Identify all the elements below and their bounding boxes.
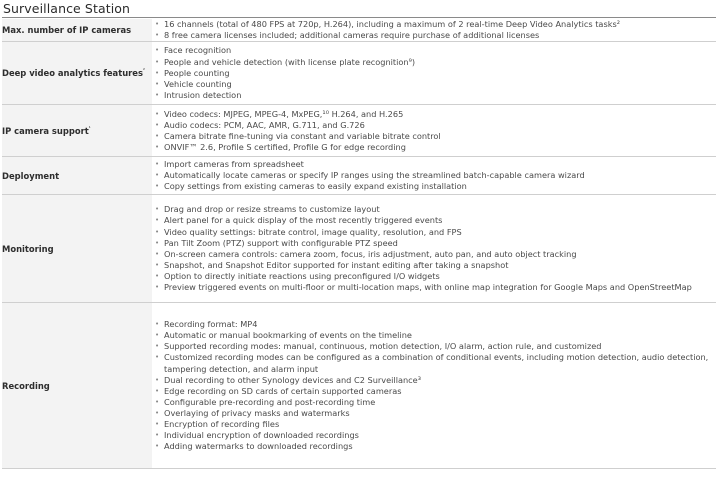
spec-item: • 8 free camera licenses included; additional cameras require purchase of additional licenses — [152, 30, 716, 41]
spec-item: • On-screen camera controls: camera zoom, focus, iris adjustment, auto pan, and auto object tracking — [152, 249, 716, 260]
spec-label — [2, 42, 152, 105]
spec-content — [152, 303, 716, 469]
spec-content — [152, 195, 716, 303]
spec-item: • Option to directly initiate reactions using preconfigured I/O widgets — [152, 271, 716, 282]
spec-row-deep-video-analytics — [2, 42, 716, 105]
spec-item: • Adding watermarks to downloaded recordings — [152, 441, 716, 452]
spec-item: • People and vehicle detection (with license plate recognition⁹) — [152, 57, 716, 68]
spec-content — [152, 105, 716, 157]
spec-row-ip-camera-support — [2, 105, 716, 157]
spec-row-monitoring — [2, 195, 716, 303]
spec-item: • Automatically locate cameras or specify IP ranges using the streamlined batch-capable camera wizard — [152, 170, 716, 181]
spec-label-text: Monitoring — [2, 243, 54, 254]
spec-label-text: Deployment — [2, 170, 60, 181]
spec-item: • Dual recording to other Synology devices and C2 Surveillance³ — [152, 375, 716, 386]
spec-table — [2, 19, 716, 469]
spec-row-recording — [2, 303, 716, 469]
spec-item: • Pan Tilt Zoom (PTZ) support with configurable PTZ speed — [152, 238, 716, 249]
spec-list — [152, 45, 716, 100]
spec-item: • Camera bitrate fine-tuning via constant and variable bitrate control — [152, 131, 716, 142]
spec-item: • People counting — [152, 68, 716, 79]
spec-label — [2, 105, 152, 157]
spec-item: • Import cameras from spreadsheet — [152, 159, 716, 170]
spec-item: • Video quality settings: bitrate control, image quality, resolution, and FPS — [152, 227, 716, 238]
page-title: Surveillance Station — [3, 1, 131, 16]
spec-item: • ONVIF™ 2.6, Profile S certified, Profile G for edge recording — [152, 142, 716, 153]
spec-item: • Recording format: MP4 — [152, 319, 716, 330]
spec-item: • Supported recording modes: manual, continuous, motion detection, I/O alarm, action rule, and customized — [152, 341, 716, 352]
spec-content — [152, 157, 716, 195]
spec-item: • Alert panel for a quick display of the most recently triggered events — [152, 215, 716, 226]
spec-list — [152, 19, 716, 41]
spec-item: • Vehicle counting — [152, 79, 716, 90]
footnote-marker: ² — [142, 68, 145, 75]
spec-content — [152, 42, 716, 105]
spec-row-max-ip-cameras — [2, 19, 716, 42]
spec-label — [2, 195, 152, 303]
spec-item: • Encryption of recording files — [152, 419, 716, 430]
spec-item: • Automatic or manual bookmarking of events on the timeline — [152, 330, 716, 341]
footnote-marker: ¹ — [88, 125, 91, 132]
spec-item: • Individual encryption of downloaded recordings — [152, 430, 716, 441]
spec-label-text: IP camera support — [2, 125, 89, 136]
spec-row-deployment — [2, 157, 716, 195]
spec-item: • Preview triggered events on multi-floor or multi-location maps, with online map integration for Google Maps and OpenStreetMap — [152, 282, 716, 293]
spec-item: • Copy settings from existing cameras to easily expand existing installation — [152, 181, 716, 192]
spec-item: • Intrusion detection — [152, 90, 716, 101]
spec-label — [2, 19, 152, 42]
spec-content — [152, 19, 716, 42]
title-divider — [2, 17, 716, 18]
spec-label — [2, 157, 152, 195]
spec-item: • Video codecs: MJPEG, MPEG-4, MxPEG,¹⁰ H.264, and H.265 — [152, 109, 716, 120]
spec-list — [152, 319, 716, 452]
spec-list — [152, 109, 716, 153]
spec-item: • Drag and drop or resize streams to customize layout — [152, 204, 716, 215]
spec-item: • Customized recording modes can be configured as a combination of conditional events, including motion detection, audio detection, tampering detection, and alarm input — [152, 352, 716, 374]
spec-label-text: Max. number of IP cameras — [2, 25, 132, 36]
spec-list — [152, 159, 716, 192]
spec-item: • Overlaying of privacy masks and watermarks — [152, 408, 716, 419]
spec-label — [2, 303, 152, 469]
spec-list — [152, 204, 716, 293]
spec-label-text: Deep video analytics features — [2, 68, 143, 79]
spec-label-text: Recording — [2, 380, 50, 391]
spec-item: • Configurable pre-recording and post-recording time — [152, 397, 716, 408]
spec-item: • Snapshot, and Snapshot Editor supported for instant editing after taking a snapshot — [152, 260, 716, 271]
spec-item: • Edge recording on SD cards of certain supported cameras — [152, 386, 716, 397]
spec-item: • Audio codecs: PCM, AAC, AMR, G.711, and G.726 — [152, 120, 716, 131]
spec-item: • Face recognition — [152, 45, 716, 56]
spec-item: • 16 channels (total of 480 FPS at 720p, H.264), including a maximum of 2 real-time Deep Video Analytics tasks² — [152, 19, 716, 30]
